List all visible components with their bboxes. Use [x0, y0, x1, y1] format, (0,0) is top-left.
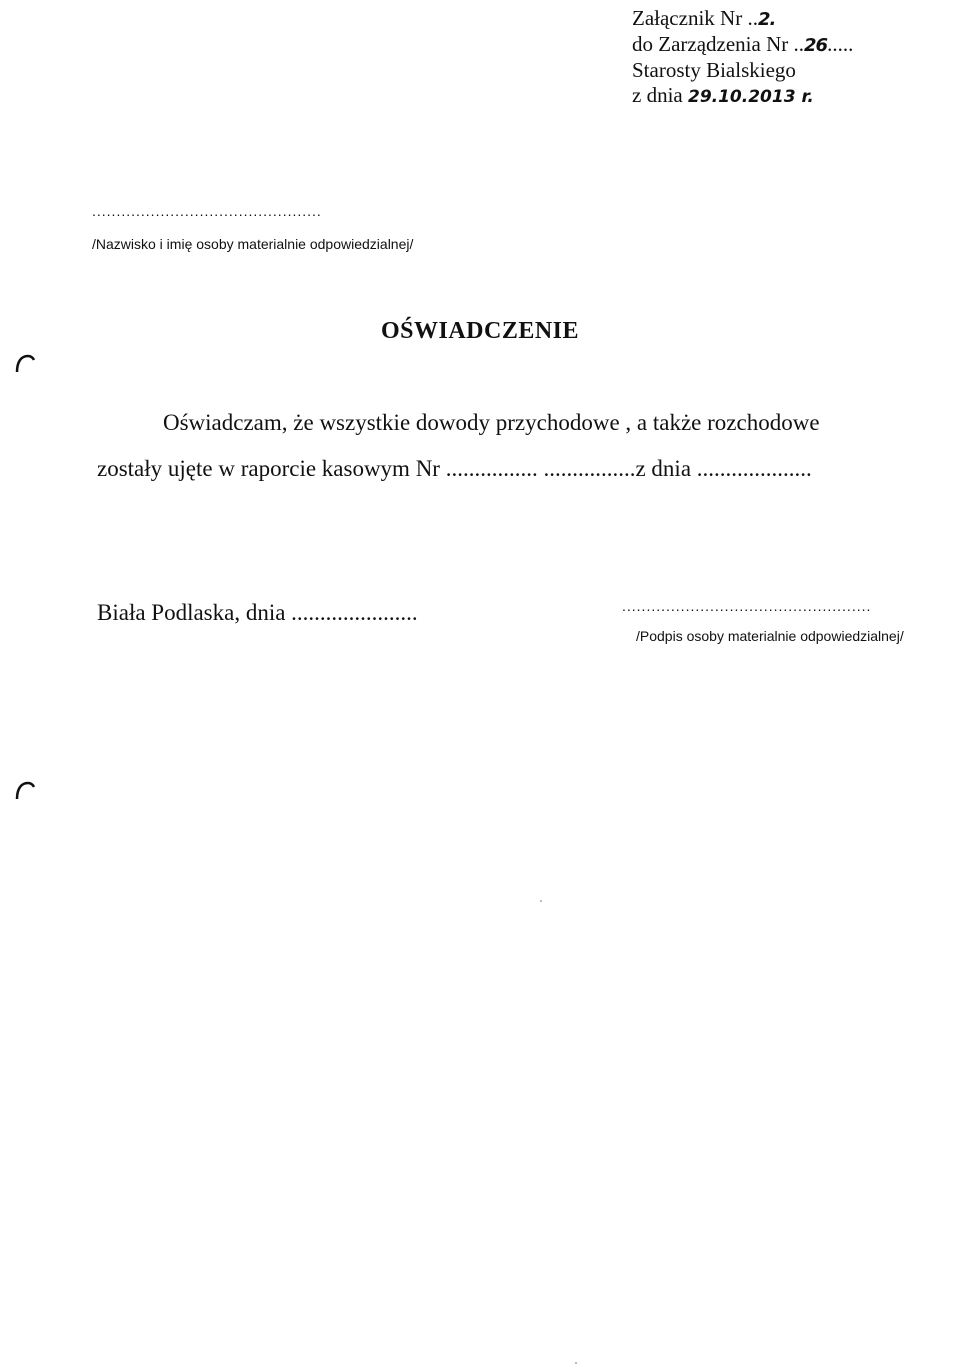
document-title: OŚWIADCZENIE [380, 318, 580, 344]
name-caption: /Nazwisko i imię osoby materialnie odpowiedzialnej/ [92, 236, 414, 252]
signature-caption: /Podpis osoby materialnie odpowiedzialnej/ [636, 628, 904, 644]
annex-number-handwritten: 2. [757, 9, 776, 30]
statement-line-2: zostały ujęte w raporcie kasowym Nr ................ ................z dnia .................... [97, 456, 812, 481]
place-date-line: Biała Podlaska, dnia ...................... [97, 600, 418, 625]
punch-hole-mark-icon [13, 779, 35, 801]
statement-line-1: Oświadczam, że wszystkie dowody przychodowe , a także rozchodowe [163, 410, 820, 435]
issuer-line: Starosty Bialskiego [632, 58, 796, 82]
order-date-line [632, 83, 952, 110]
order-number-handwritten: 26 [804, 35, 828, 56]
annex-number-label: Załącznik Nr .. [632, 6, 758, 30]
signature-fill-line: ................................................... [622, 598, 872, 614]
scan-speck [575, 1362, 577, 1364]
annex-header [632, 6, 952, 110]
punch-hole-mark-icon [13, 352, 35, 374]
order-number-dots: ..... [827, 32, 854, 56]
scan-speck [540, 900, 542, 902]
order-number-line [632, 32, 952, 58]
order-date-label: z dnia [632, 83, 688, 107]
name-fill-line: ............................................... [92, 203, 322, 219]
annex-number-line [632, 6, 952, 32]
order-date-handwritten: 29.10.2013 r. [687, 87, 814, 107]
order-number-label: do Zarządzenia Nr .. [632, 32, 804, 56]
